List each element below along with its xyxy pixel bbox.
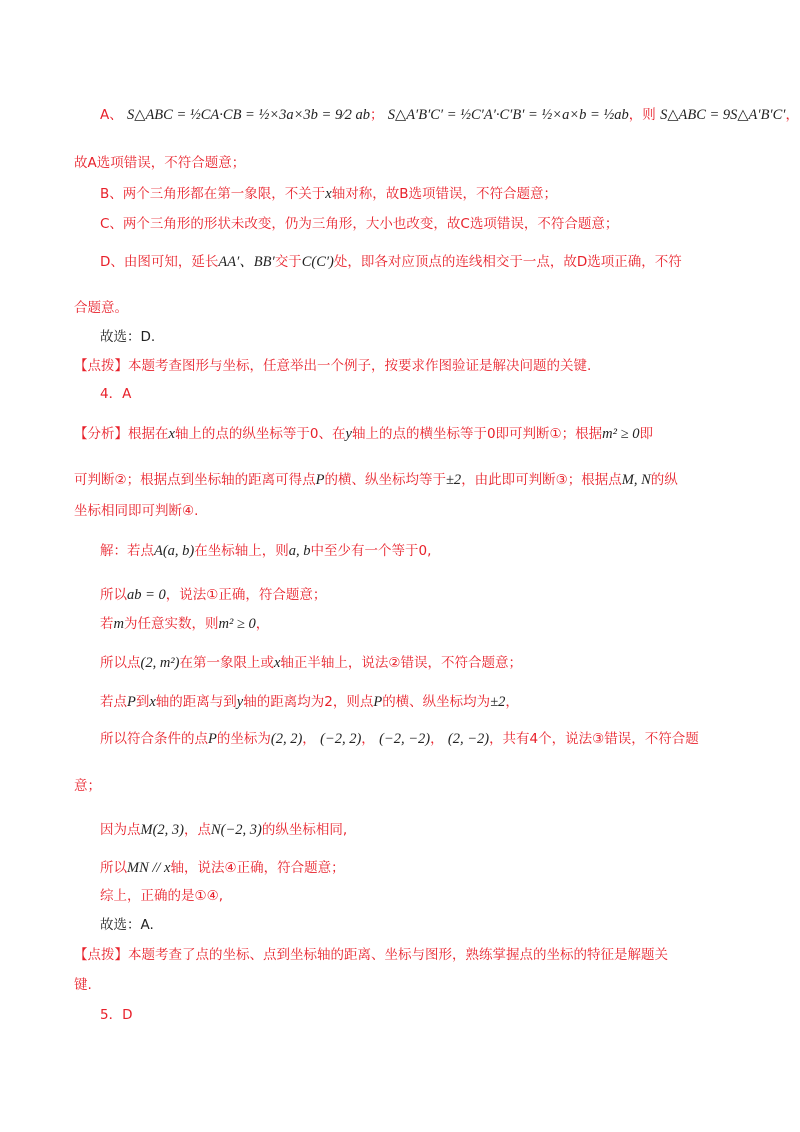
text-run: 的纵坐标相同, (261, 822, 348, 838)
math-point: (2, m²) (140, 655, 180, 671)
coordinate: (2, 2) (270, 731, 303, 747)
solution-line-6-cont: 意； (74, 778, 101, 794)
text-run: 交于 (274, 254, 302, 270)
separator: ， (785, 107, 799, 123)
analysis-line-3: 坐标相同即可判断④. (74, 503, 199, 519)
separator: ， (361, 731, 375, 747)
text-run: 可判断②；根据点到坐标轴的距离可得点 (74, 472, 316, 488)
text-run: 的纵 (650, 472, 678, 488)
text-run: 为任意实数，则 (123, 616, 219, 632)
dianbo-3: 【点拨】本题考查图形与坐标，任意举出一个例子，按要求作图验证是解决问题的关键. (74, 358, 592, 374)
math-pm2: ±2 (445, 472, 462, 488)
text-run: 因为点 (100, 822, 141, 838)
area-formula-a1b1c1: S△A′B′C′ = ½C′A′·C′B′ = ½×a×b = ½ab (387, 107, 629, 123)
coordinate: (2, −2) (447, 731, 490, 747)
math-point-n: N(−2, 3) (211, 822, 262, 838)
answer-4: 故选：A. (100, 917, 154, 933)
math-p: P (127, 694, 136, 710)
math-x: x (273, 655, 281, 671)
text-run: 轴的距离与到 (155, 694, 237, 710)
math-point-a: A(a, b) (154, 543, 195, 559)
text-run: ，由此即可判断③；根据点 (461, 472, 622, 488)
text-run: ，共有4个，说法③错误，不符合题 (489, 731, 699, 747)
solution-line-4 (100, 653, 522, 673)
solution-line-5 (100, 692, 519, 712)
math-y: y (345, 426, 352, 442)
option-a-line (100, 105, 799, 125)
separator: ； (370, 107, 384, 123)
separator: ， (302, 731, 316, 747)
coordinate: (−2, 2) (320, 731, 362, 747)
math-segments: AA′、BB′ (218, 254, 275, 270)
solution-line-7 (100, 820, 347, 840)
text-run: 所以 (100, 860, 127, 876)
analysis-line-1 (74, 424, 653, 444)
answer-3: 故选：D. (100, 329, 156, 345)
area-relation: S△ABC = 9S△A′B′C′ (660, 107, 786, 123)
dianbo-4-line-2: 键. (74, 977, 92, 993)
coordinate: (−2, −2) (379, 731, 431, 747)
text-run: 所以 (100, 587, 127, 603)
option-b-line (100, 184, 557, 204)
text-run: 的横、纵坐标均为 (382, 694, 491, 710)
text-run: 轴上的点的横坐标等于0即可判断①；根据 (351, 426, 603, 442)
text-run: 若 (100, 616, 114, 632)
option-a-label: A、 (100, 107, 123, 123)
text-run: 在第一象限上或 (179, 655, 274, 671)
math-point-m: M(2, 3) (140, 822, 184, 838)
math-x: x (325, 186, 332, 202)
text-run: 轴的距离均为2，则点 (243, 694, 374, 710)
math-m-squared: m² ≥ 0 (602, 426, 640, 442)
math-m-squared: m² ≥ 0 (218, 616, 256, 632)
text-run: 【分析】根据在 (74, 426, 169, 442)
text-run: 中至少有一个等于0, (310, 543, 432, 559)
option-a-conclusion: 故A选项错误，不符合题意； (74, 155, 246, 171)
option-d-conclusion: 合题意。 (74, 300, 128, 316)
text-run: 轴，说法④正确，符合题意； (170, 860, 345, 876)
analysis-line-2 (74, 470, 678, 490)
math-ab: a, b (288, 543, 311, 559)
option-d-line (100, 252, 682, 272)
separator: ， (430, 731, 444, 747)
dianbo-4-line-1: 【点拨】本题考查了点的坐标、点到坐标轴的距离、坐标与图形，熟练掌握点的坐标的特征是解题关 (74, 947, 668, 963)
math-m: m (113, 616, 124, 632)
math-p: P (373, 694, 383, 710)
solution-line-3 (100, 614, 269, 634)
math-x: x (149, 694, 156, 710)
math-point-c: C(C′) (301, 254, 334, 270)
solution-line-1 (100, 541, 431, 561)
text-run: 轴对称，故B选项错误，不符合题意； (331, 186, 557, 202)
text-run: 即 (639, 426, 653, 442)
math-parallel: MN // x (127, 860, 171, 876)
text-run: 的横、纵坐标均等于 (324, 472, 446, 488)
text-run: B、两个三角形都在第一象限，不关于 (100, 186, 326, 202)
text-run: 若点 (100, 694, 127, 710)
solution-summary: 综上，正确的是①④, (100, 888, 223, 904)
text-run: ， (255, 616, 270, 632)
then-text: ，则 (628, 107, 656, 123)
math-ab-zero: ab = 0 (127, 587, 166, 603)
math-x: x (168, 426, 175, 442)
text-run: ，说法①正确，符合题意； (165, 587, 327, 603)
solution-line-2 (100, 585, 326, 605)
math-p: P (315, 472, 325, 488)
text-run: 所以符合条件的点 (100, 731, 208, 747)
text-run: ， (505, 694, 519, 710)
text-run: ，点 (184, 822, 211, 838)
math-p: P (208, 731, 217, 747)
text-run: D、由图可知，延长 (100, 254, 219, 270)
question-5-heading: 5．D (100, 1007, 133, 1023)
question-4-heading: 4．A (100, 386, 132, 402)
solution-line-6 (100, 729, 699, 749)
text-run: 所以点 (100, 655, 141, 671)
text-run: 处，即各对应顶点的连线相交于一点，故D选项正确，不符 (333, 254, 682, 270)
text-run: 轴上的点的纵坐标等于0、在 (174, 426, 346, 442)
text-run: 的坐标为 (216, 731, 271, 747)
option-c-line: C、两个三角形的形状未改变，仍为三角形，大小也改变，故C选项错误，不符合题意； (100, 216, 619, 232)
solution-line-8 (100, 858, 345, 878)
text-run: 在坐标轴上，则 (194, 543, 289, 559)
text-run: 轴正半轴上，说法②错误，不符合题意； (280, 655, 523, 671)
text-run: 解：若点 (100, 543, 154, 559)
math-y: y (236, 694, 244, 710)
math-pm2: ±2 (490, 694, 506, 710)
text-run: 到 (135, 694, 150, 710)
area-formula-abc: S△ABC = ½CA·CB = ½×3a×3b = 9⁄2 ab (127, 107, 370, 123)
math-mn: M, N (621, 472, 651, 488)
